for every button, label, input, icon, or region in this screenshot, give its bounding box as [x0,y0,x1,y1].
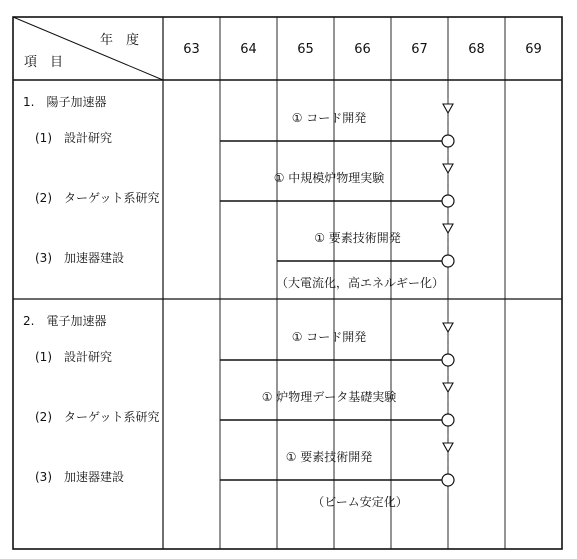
milestone-circle [442,195,454,207]
milestone-circle [442,354,454,366]
milestone-circle [442,135,454,147]
milestone-triangle [443,443,453,452]
milestone-circle [442,474,454,486]
task-label: ① 要素技術開発 [285,450,373,464]
milestone-triangle [443,224,453,233]
row-label: (2) ターゲット系研究 [35,191,160,205]
section-title: 1. 陽子加速器 [23,95,107,109]
milestone-circle [442,414,454,426]
year-label-69: 69 [525,42,542,57]
task-label: ① コード開発 [291,330,367,344]
row-label: (3) 加速器建設 [35,470,124,484]
task-label: ① 中規模炉物理実験 [273,171,385,185]
section-title: 2. 電子加速器 [23,314,107,328]
year-label-67: 67 [411,42,428,57]
year-labels [183,42,542,57]
task-note: （大電流化，高エネルギー化） [275,276,445,290]
row-label: (1) 設計研究 [35,350,112,364]
milestone-triangle [443,383,453,392]
row-label: (3) 加速器建設 [35,251,124,265]
header-item-label: 項 目 [24,55,64,70]
milestone-circle [442,255,454,267]
task-label: ① 要素技術開発 [314,231,401,245]
milestone-triangle [443,323,453,332]
header-year-label: 年 度 [100,33,140,48]
row-label: (2) ターゲット系研究 [35,410,160,424]
milestone-triangle [443,104,453,113]
task-label: ① 炉物理データ基礎実験 [261,390,397,404]
task-label: ① コード開発 [291,111,367,125]
year-label-68: 68 [468,42,485,57]
year-label-64: 64 [240,42,257,57]
row-label: (1) 設計研究 [35,131,112,145]
milestone-triangle [443,164,453,173]
task-note: （ビーム安定化） [312,495,408,509]
year-label-63: 63 [183,42,200,57]
year-label-65: 65 [297,42,314,57]
year-label-66: 66 [354,42,371,57]
row-labels [23,94,444,509]
